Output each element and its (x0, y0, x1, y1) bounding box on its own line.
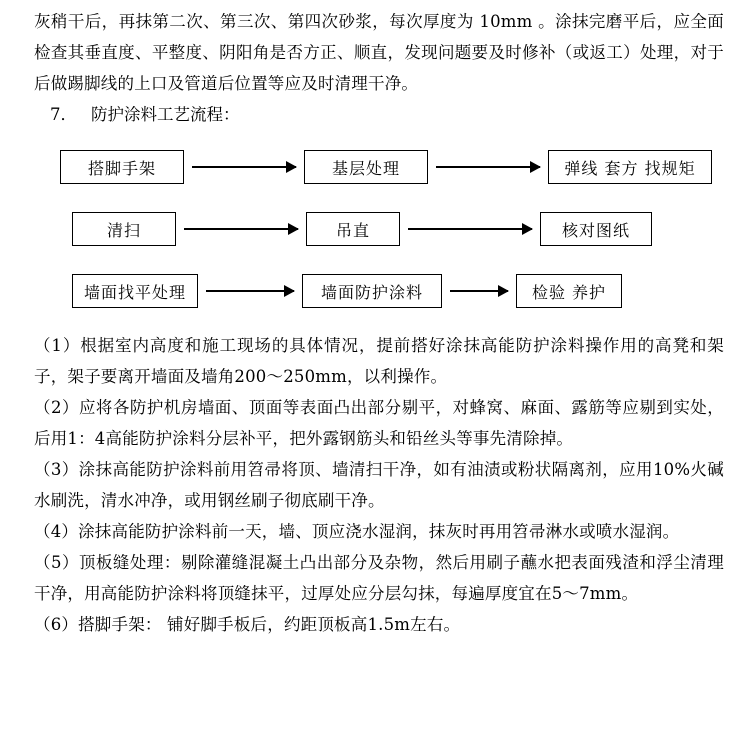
flow-box-check-drawings: 核对图纸 (540, 212, 652, 246)
flow-box-inspection: 检验 养护 (516, 274, 622, 308)
flow-box-plumb: 吊直 (306, 212, 400, 246)
paragraph-4: （4）涂抹高能防护涂料前一天，墙、顶应浇水湿润，抹灰时再用笤帚淋水或喷水湿润。 (34, 522, 680, 541)
flow-arrow-3-2 (450, 290, 508, 292)
flow-arrow-1-1 (192, 166, 296, 168)
section-heading (34, 99, 724, 130)
flow-arrow-2-2 (408, 228, 532, 230)
flow-arrow-3-1 (206, 290, 294, 292)
flow-arrow-2-1 (184, 228, 298, 230)
flow-box-cleaning: 清扫 (72, 212, 176, 246)
flow-box-line-marking: 弹线 套方 找规矩 (548, 150, 712, 184)
flow-row-1 (34, 136, 724, 198)
paragraph-3: （3）涂抹高能防护涂料前用笤帚将顶、墙清扫干净，如有油渍或粉状隔离剂，应用10%火碱水刷洗，清水冲净，或用钢丝刷子彻底刷干净。 (34, 460, 724, 510)
flow-row-2 (34, 198, 724, 260)
paragraph-2: （2）应将各防护机房墙面、顶面等表面凸出部分剔平，对蜂窝、麻面、露筋等应剔到实处，后用1：4高能防护涂料分层补平，把外露钢筋头和铅丝头等事先清除掉。 (34, 398, 724, 448)
flow-row-3 (34, 260, 724, 322)
flow-box-wall-leveling: 墙面找平处理 (72, 274, 198, 308)
flow-box-base-treatment: 基层处理 (304, 150, 428, 184)
flow-box-scaffold: 搭脚手架 (60, 150, 184, 184)
paragraph-1: （1）根据室内高度和施工现场的具体情况，提前搭好涂抹高能防护涂料操作用的高凳和架子，架子要离开墙面及墙角200～250mm，以利操作。 (34, 336, 724, 386)
paragraph-top-1: 灰稍干后，再抹第二次、第三次、第四次砂浆，每次厚度为 10mm 。涂抹完磨平后，应全面检查其垂直度、平整度、阴阳角是否方正、顺直，发现问题要及时修补（或返工）处理，对于后做踢脚线的上口及管道后位置等应及时清理干净。 (34, 12, 724, 93)
flow-arrow-1-2 (436, 166, 540, 168)
process-flow-diagram (34, 136, 724, 322)
paragraph-6: （6）搭脚手架： 铺好脚手板后，约距顶板高1.5m左右。 (34, 615, 461, 634)
section-number: 7． (50, 105, 77, 124)
body-paragraphs (34, 330, 724, 640)
flow-box-wall-coating: 墙面防护涂料 (302, 274, 442, 308)
section-title: 防护涂料工艺流程： (91, 105, 240, 124)
paragraph-5: （5）顶板缝处理：剔除灌缝混凝土凸出部分及杂物，然后用刷子蘸水把表面残渣和浮尘清理干净，用高能防护涂料将顶缝抹平，过厚处应分层勾抹，每遍厚度宜在5～7mm。 (34, 553, 724, 603)
